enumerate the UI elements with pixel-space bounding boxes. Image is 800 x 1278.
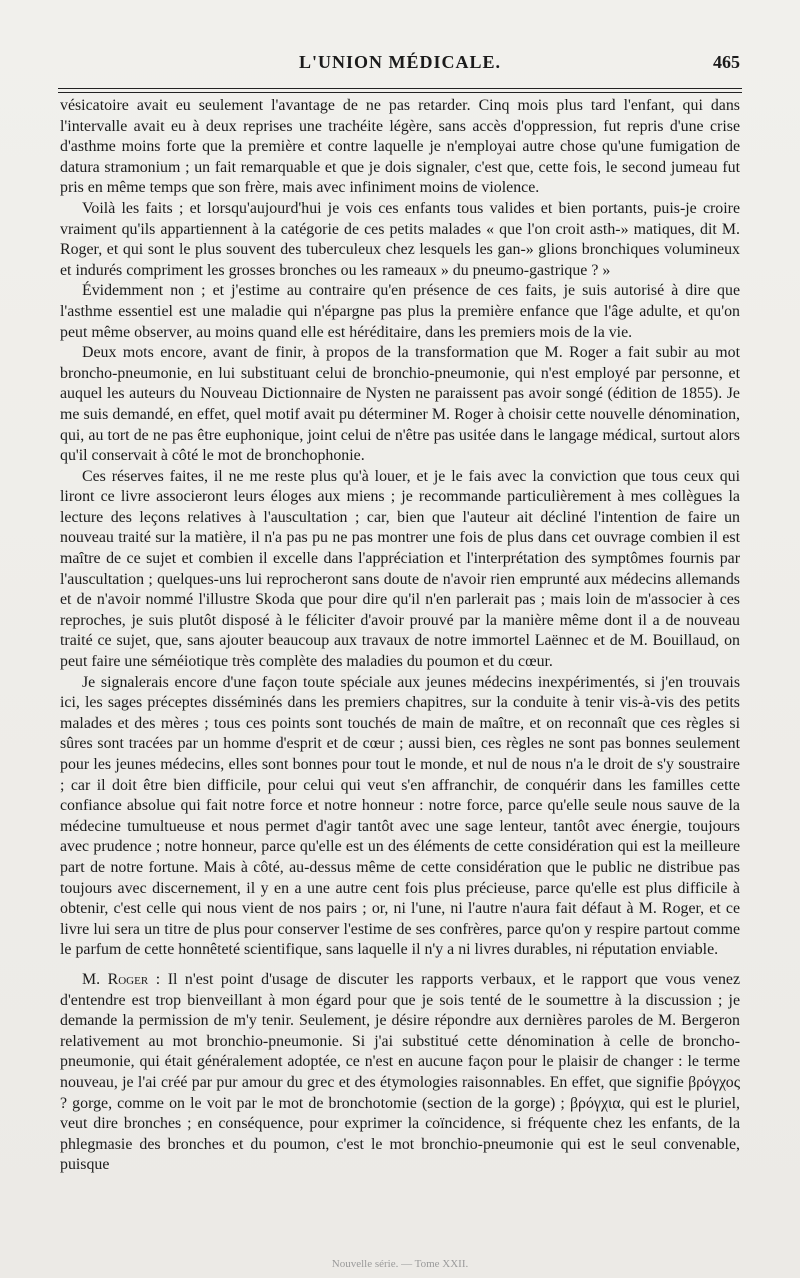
running-title: L'UNION MÉDICALE.: [298, 52, 502, 72]
header-rule: [58, 88, 742, 89]
page-header: [60, 52, 740, 82]
page-footer: Nouvelle série. — Tome XXII.: [331, 1258, 469, 1270]
header-rule-thin: [58, 92, 742, 93]
paragraph: Ces réserves faites, il ne me reste plus qu'à louer, et je le fais avec la conviction que tous ceux qui liront ce livre associeront leurs éloges aux miens ; je recommande particulièrement à mes collègues la lecture des leçons relatives à l'auscultation ; car, bien que l'auteur ait décliné l'intention de faire un nouveau traité sur la matière, il n'a pas pu ne pas montrer une fois de plus dans cet ouvrage combien il est maître de ce sujet et combien il excelle dans l'appréciation et l'interprétation des symptômes fournis par l'auscultation ; quelques-uns lui reprocheront sans doute de n'avoir rien emprunté aux médecins allemands et de n'avoir nommé l'illustre Skoda que pour dire qu'il n'en parlerait pas ; mais loin de m'associer à ces reproches, je suis plutôt disposé à le féliciter d'avoir prouvé par la manière même dont il a de nouveau traité ce sujet, que, sans ajouter beaucoup aux travaux de notre immortel Laënnec et de M. Bouillaud, on peut faire une séméiotique très complète des maladies du poumon et du cœur.: [60, 467, 740, 671]
paragraph: Évidemment non ; et j'estime au contraire qu'en présence de ces faits, je suis autorisé à dire que l'asthme essentiel est une maladie qui n'épargne pas plus la première enfance que l'âge adulte, et qu'on peut même observer, au moins quand elle est héréditaire, dans les premiers mois de la vie.: [60, 282, 740, 341]
article-body: [60, 96, 740, 1176]
paragraph: Voilà les faits ; et lorsqu'aujourd'hui je vois ces enfants tous valides et bien portants, puis-je croire vraiment qu'ils appartiennent à la catégorie de ces petits malades « que l'on croit asth-» matiques, dit M. Roger, et qui sont le plus souvent des tuberculeux chez lesquels les gan-» glions bronchiques volumineux et indurés compriment les grosses bronches ou les rameaux » du pneumo-gastrique ? »: [60, 199, 740, 279]
reply-text: Il n'est point d'usage de discuter les rapports verbaux, et le rapport que vous venez d'entendre est trop bienveillant à mon égard pour que je sois tenté de le soumettre à la discussion ; je demande la permission de m'y tenir. Seulement, je désire répondre aux dernières paroles de M. Bergeron relativement au mot bronchio-pneumonie. Si j'ai substitué cette dénomination à celle de broncho-pneumonie, qui était généralement adoptée, ce n'est en aucune façon pour le plaisir de changer : le terme nouveau, je l'ai créé par pur amour du grec et des étymologies raisonnables. En effet, que signifie βρόγχος ? gorge, comme on le voit par le mot de bronchotomie (section de la gorge) ; βρόγχια, qui est le pluriel, veut dire bronches ; en conséquence, pour exprimer la coïncidence, si fréquente chez les enfants, de la phlegmasie des bronches et du poumon, c'est le mot bronchio-pneumonie qui est le seul convenable, puisque: [60, 970, 741, 1174]
reply-paragraph: [60, 970, 740, 1176]
paragraph: Deux mots encore, avant de finir, à propos de la transformation que M. Roger a fait subir au mot broncho-pneumonie, en lui substituant celui de bronchio-pneumonie, qui n'est employé par personne, et auquel les auteurs du Nouveau Dictionnaire de Nysten ne paraissent pas avoir songé (édition de 1855). Je me suis demandé, en effet, quel motif avait pu déterminer M. Roger à choisir cette nouvelle dénomination, qui, au tort de ne pas être euphonique, joint celui de n'être pas usitée dans le langage médical, surtout alors qu'il conservait à côté le mot de bronchophonie.: [60, 344, 740, 465]
paragraph: vésicatoire avait eu seulement l'avantage de ne pas retarder. Cinq mois plus tard l'enfant, qui dans l'intervalle avait eu à deux reprises une trachéite légère, sans accès d'oppression, fut repris d'une crise d'asthme moins forte que la première et contre laquelle je n'employai autre chose qu'une fumigation de datura stramonium ; un fait remarquable et que je dois signaler, c'est que, cette fois, le second jumeau fut pris en même temps que son frère, mais avec infiniment moins de violence.: [60, 97, 740, 197]
page-number: 465: [713, 52, 740, 72]
speaker-name: M. Roger :: [82, 970, 161, 988]
paragraph: Je signalerais encore d'une façon toute spéciale aux jeunes médecins inexpérimentés, si j'en trouvais ici, les sages préceptes disséminés dans les premiers chapitres, sur la conduite à tenir vis-à-vis des petits malades et des mères ; tous ces points sont touchés de main de maître, et on reconnaît que ces règles si sûres sont tracées par un homme d'esprit et de cœur ; aussi bien, ces règles ne sont pas bonnes seulement pour les jeunes médecins, elles sont bonnes pour tout le monde, et nul de nous n'a le droit de s'y soustraire ; car il doit être bien difficile, pour celui qui veut s'en affranchir, de conquérir dans les familles cette confiance absolue qui fait notre force et notre honneur : notre force, parce qu'elle seule nous sauve de la médecine tumultueuse et nous permet d'agir tantôt avec une sage lenteur, tantôt avec énergie, toujours avec prudence ; notre honneur, parce qu'elle est un des éléments de cette considération qui est la meilleure part de notre fortune. Mais à côté, au-dessus même de cette considération que le public ne distribue pas toujours avec discernement, il y en a une autre cent fois plus précieuse, parce qu'elle est plus difficile à obtenir, c'est celle qui nous vient de nos pairs ; or, ni l'une, ni l'autre n'aura fait défaut à M. Roger, et ce livre lui sera un titre de plus pour conserver l'estime de ses confrères, parce qu'on y respire partout comme le parfum de cette honnêteté scientifique, sans laquelle il n'y a ni livres durables, ni réputation enviable.: [60, 673, 740, 959]
